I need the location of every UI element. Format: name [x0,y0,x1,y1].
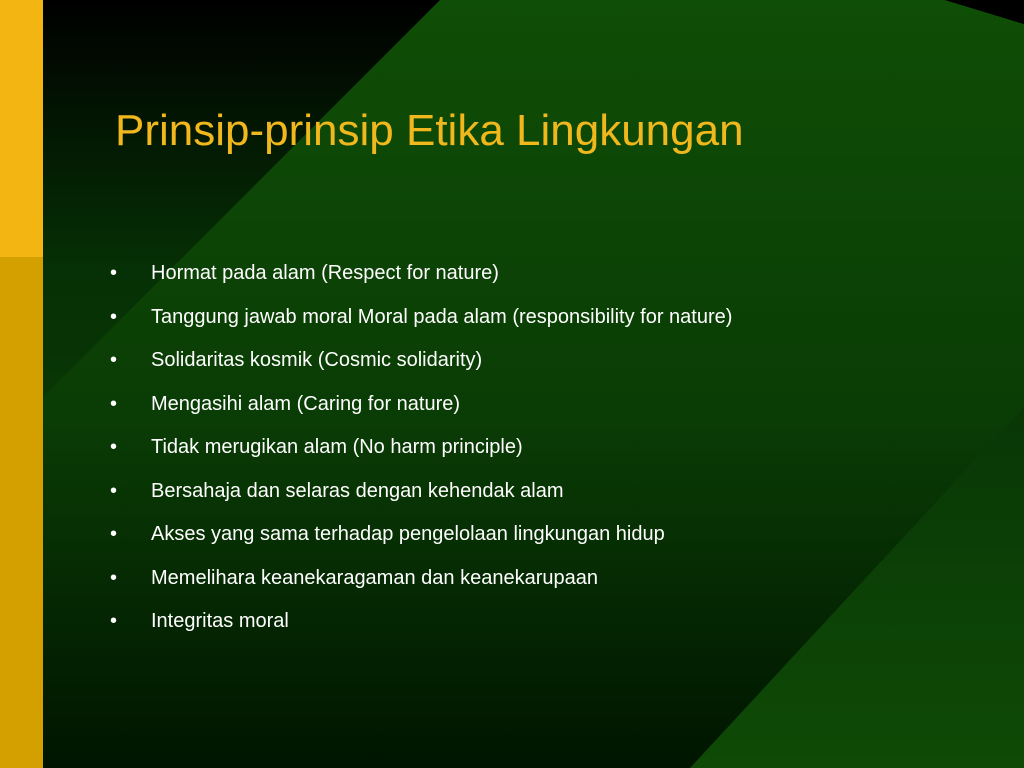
bullet-mark: • [110,305,118,328]
bullet-mark: • [110,566,118,589]
bullet-mark: • [110,262,118,284]
bullet-item [110,513,990,557]
bullet-mark: • [110,479,118,502]
bullet-mark: • [110,349,118,371]
bullet-text: Hormat pada alam (Respect for nature) [151,262,499,284]
accent-bar-bottom [0,257,43,768]
bullet-item [110,426,990,470]
bullet-item [110,557,990,601]
bullet-text: Solidaritas kosmik (Cosmic solidarity) [151,349,483,371]
bullet-item [110,339,990,383]
bullet-list [110,252,990,644]
bullet-text: Mengasihi alam (Caring for nature) [151,392,461,415]
bullet-text: Tanggung jawab moral Moral pada alam (responsibility for nature) [151,305,733,328]
bullet-text: Integritas moral [151,610,289,632]
bullet-text: Akses yang sama terhadap pengelolaan lingkungan hidup [151,523,665,545]
bullet-item [110,470,990,514]
slide-title: Prinsip-prinsip Etika Lingkungan [115,106,744,155]
bullet-mark: • [110,523,118,545]
bullet-text: Bersahaja dan selaras dengan kehendak alam [151,479,564,502]
bullet-item [110,383,990,427]
bullet-item [110,600,990,644]
bullet-mark: • [110,392,118,415]
bullet-item [110,252,990,296]
bullet-text: Memelihara keanekaragaman dan keanekarupaan [151,566,598,589]
bullet-mark: • [110,610,118,632]
bullet-item [110,296,990,340]
bullet-text: Tidak merugikan alam (No harm principle) [151,436,523,458]
accent-bar-top [0,0,43,257]
bullet-mark: • [110,436,118,458]
